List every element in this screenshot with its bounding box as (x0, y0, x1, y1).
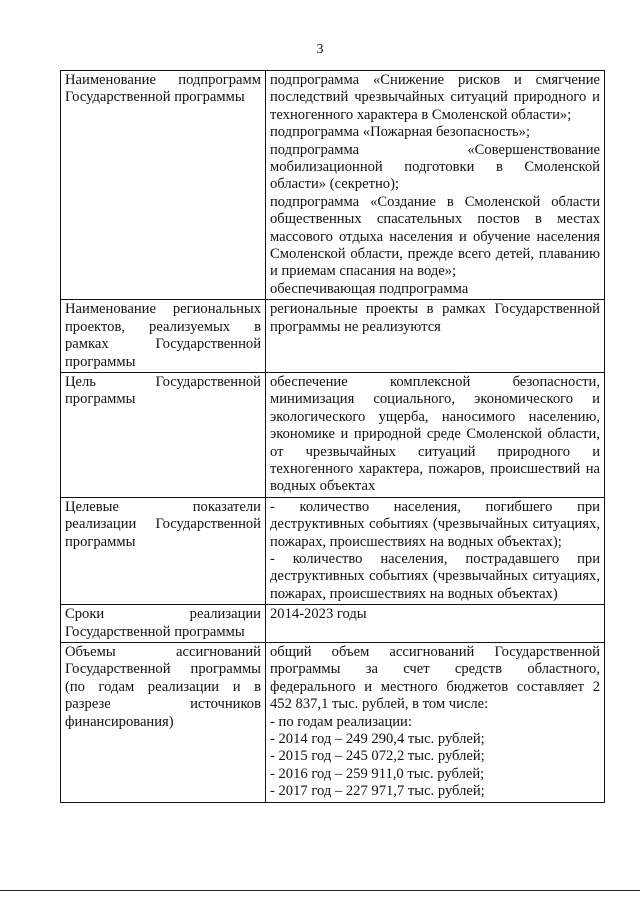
value-line: - 2016 год – 259 911,0 тыс. рублей; (270, 765, 485, 782)
bottom-divider (0, 890, 640, 891)
table-row-period (61, 605, 605, 643)
value-line: региональные проекты в рамках Государственной программы не реализуются (270, 301, 600, 335)
value-line: обеспечивающая подпрограмма (270, 280, 469, 297)
row-label-funding: Объемы ассигнований Государственной программы (по годам реализации и в разрезе источников финансирования) (61, 643, 266, 803)
page-number: 3 (316, 42, 324, 57)
row-value-indicators (266, 497, 605, 604)
row-label-goal: Цель Государственной программы (61, 372, 266, 497)
table-row-funding (61, 643, 605, 803)
row-value-regional-projects (266, 300, 605, 373)
row-value-subprograms (266, 71, 605, 300)
table-row-regional-projects (61, 300, 605, 373)
row-value-goal (266, 372, 605, 497)
value-line: подпрограмма «Создание в Смоленской области общественных спасательных постов в местах массового отдыха населения и обучение населения Смоленской области, прежде всего детей, плаванию и приемам спасания на воде»; (270, 193, 600, 280)
value-line: - 2014 год – 249 290,4 тыс. рублей; (270, 731, 485, 748)
value-line: подпрограмма «Пожарная безопасность»; (270, 124, 531, 141)
value-line: - по годам реализации: (270, 713, 412, 730)
value-line: - количество населения, погибшего при деструктивных событиях (чрезвычайных ситуациях, пожарах, происшествиях на водных объектах); (270, 498, 600, 550)
row-label-regional-projects: Наименование региональных проектов, реализуемых в рамках Государственной программы (61, 300, 266, 373)
row-value-funding (266, 643, 605, 803)
value-line: подпрограмма «Снижение рисков и смягчение последствий чрезвычайных ситуаций природного и техногенного характера в Смоленской области»; (270, 72, 600, 123)
row-label-period: Сроки реализации Государственной программы (61, 605, 266, 643)
program-passport-table (60, 70, 605, 803)
row-label-indicators: Целевые показатели реализации Государственной программы (61, 497, 266, 604)
value-line: общий объем ассигнований Государственной программы за счет средств областного, федерального и местного бюджетов составляет 2 452 837,1 тыс. рублей, в том числе: (270, 644, 600, 713)
value-line: 2014-2023 годы (270, 606, 367, 623)
value-line: обеспечение комплексной безопасности, минимизация социального, экономического и экологического ущерба, наносимого населению, экономике и природной среде Смоленской области, от чрезвычайных ситуаций природного и техногенного характера, пожаров, происшествий на водных объектах (270, 373, 600, 495)
value-line: подпрограмма «Совершенствование мобилизационной подготовки в Смоленской области» (секретно); (270, 141, 600, 193)
row-label-subprograms: Наименование подпрограмм Государственной программы (61, 71, 266, 300)
row-value-period (266, 605, 605, 643)
table-row-indicators (61, 497, 605, 604)
value-line: - 2015 год – 245 072,2 тыс. рублей; (270, 748, 485, 765)
value-line: - 2017 год – 227 971,7 тыс. рублей; (270, 783, 485, 800)
table-row-subprograms (61, 71, 605, 300)
value-line: - количество населения, пострадавшего при деструктивных событиях (чрезвычайных ситуациях, пожарах, происшествиях на водных объектах) (270, 550, 600, 602)
table-row-goal (61, 372, 605, 497)
